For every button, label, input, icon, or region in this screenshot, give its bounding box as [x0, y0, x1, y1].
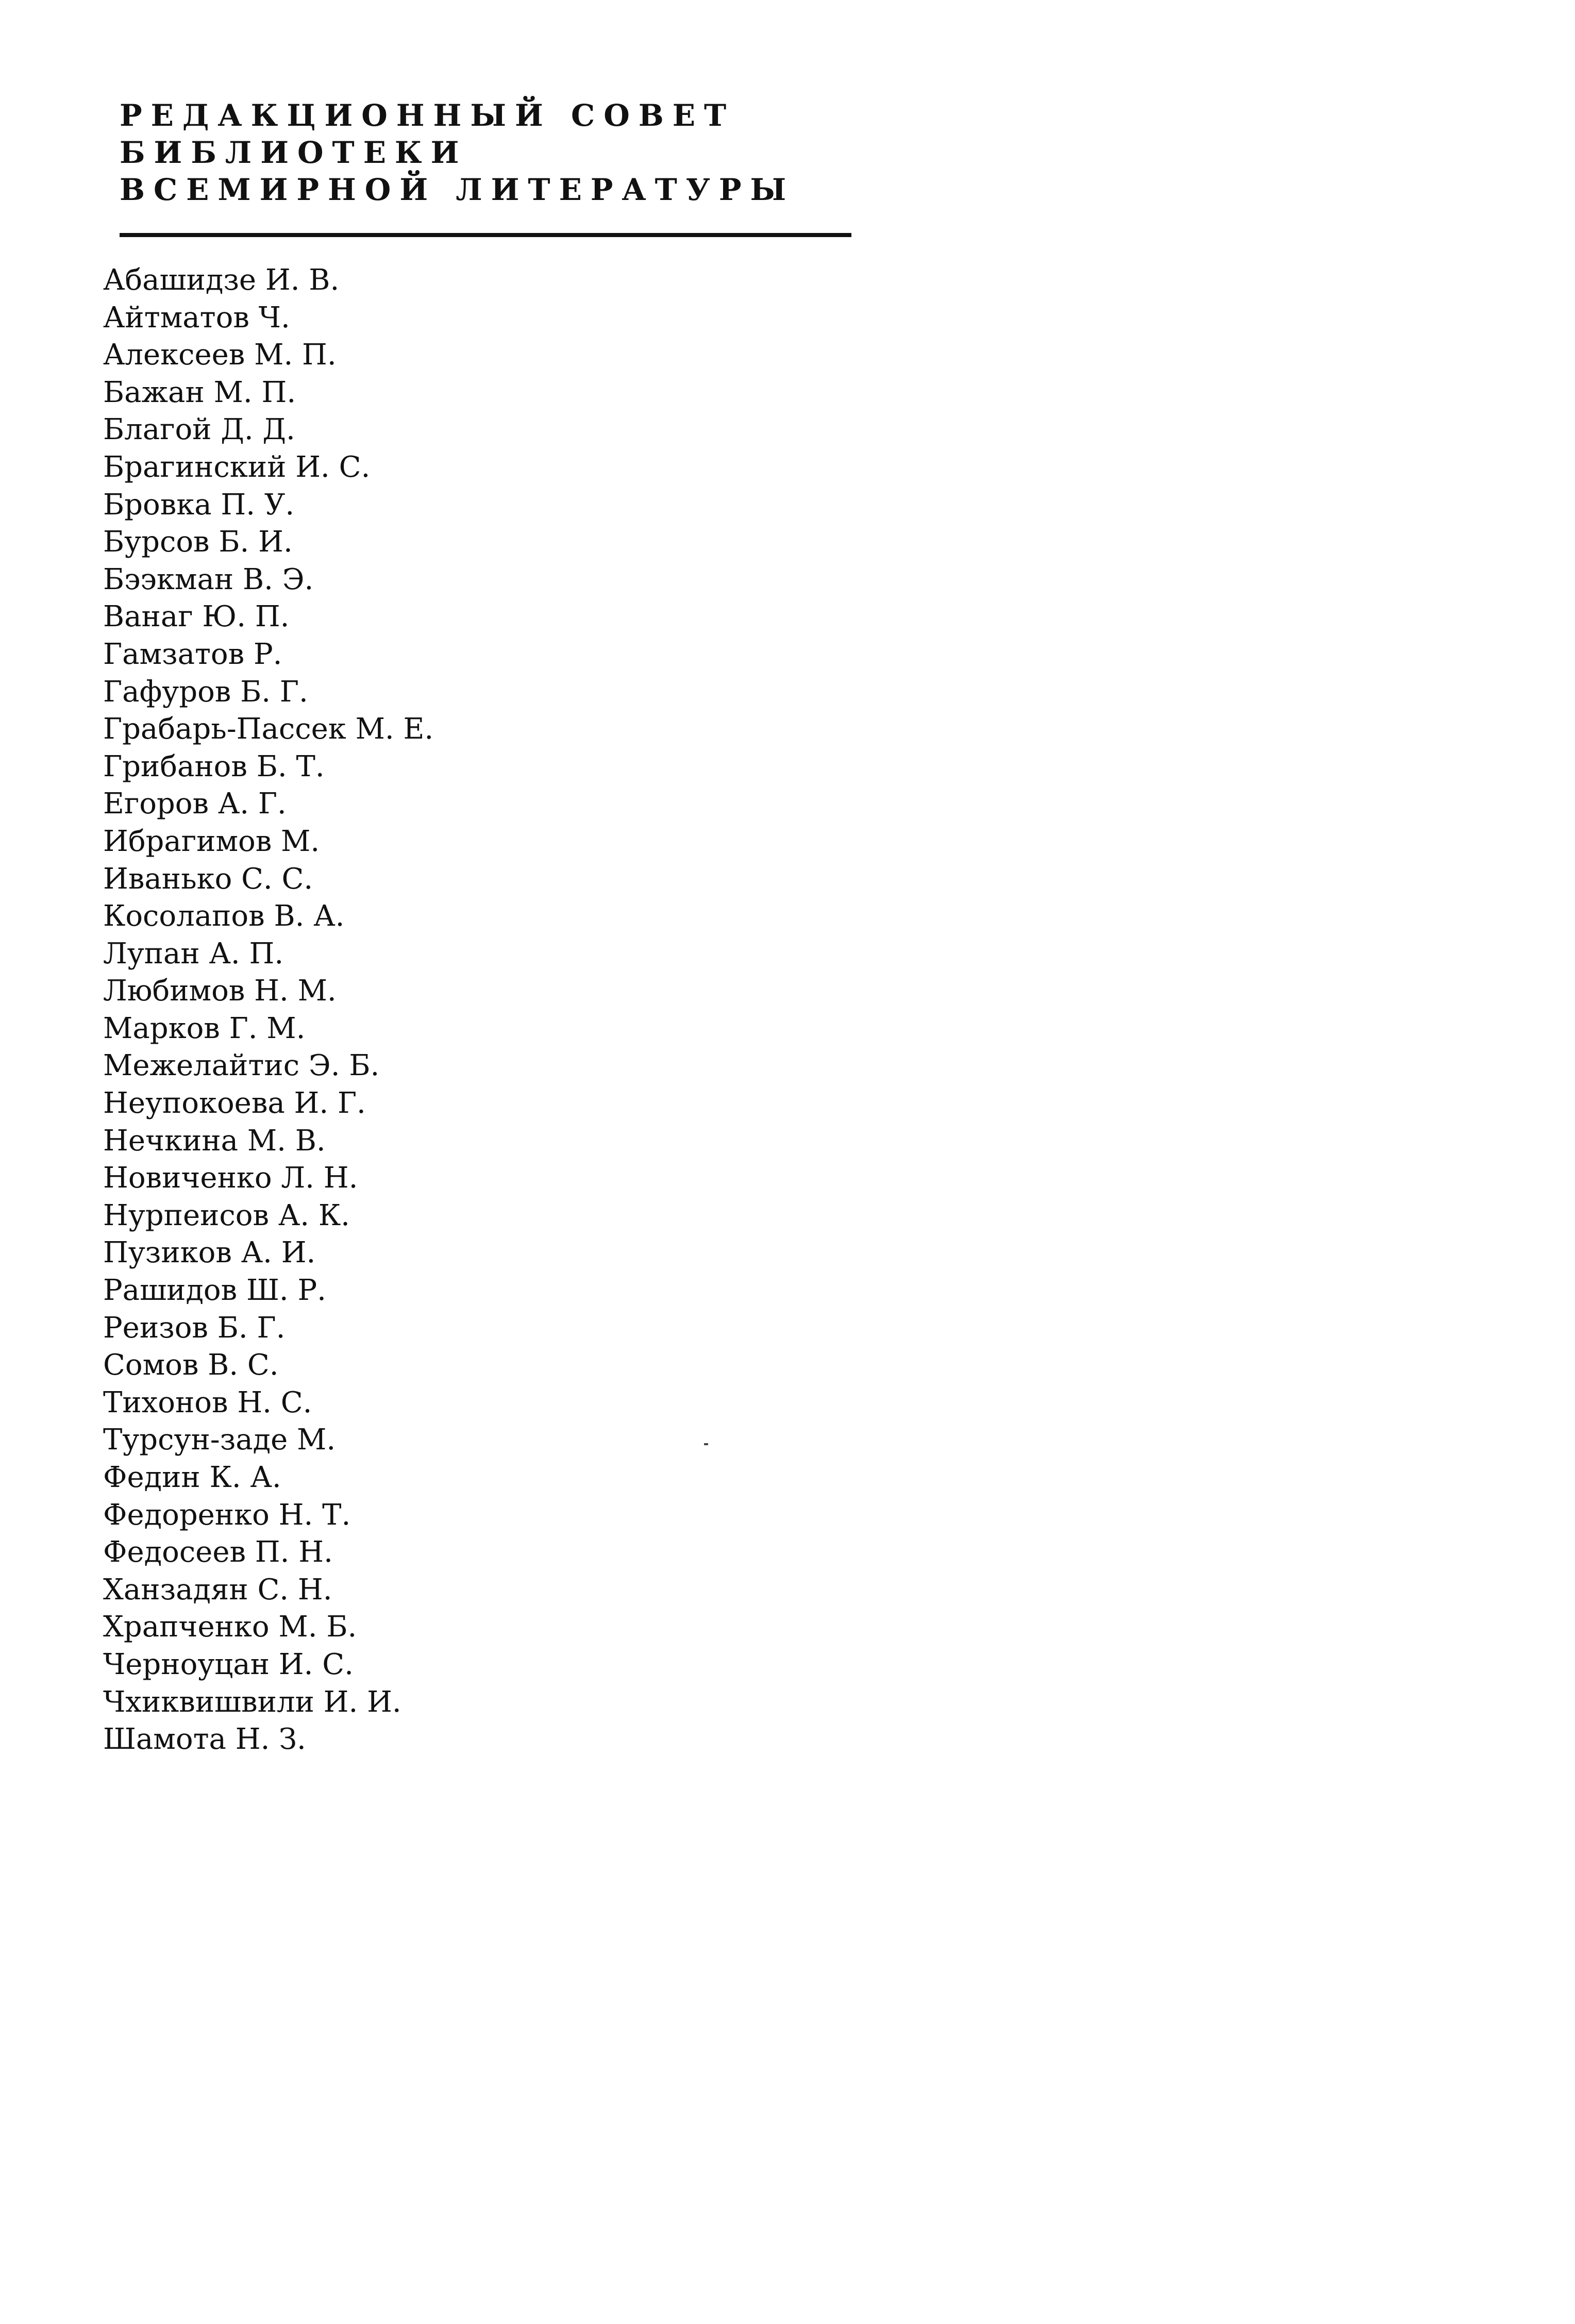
member-name: Ванаг Ю. П. [103, 600, 290, 634]
member-name: Грибанов Б. Т. [103, 749, 325, 783]
member-name: Тихонов Н. С. [103, 1385, 312, 1419]
member-name: Ибрагимов М. [103, 824, 320, 858]
member-name: Неупокоева И. Г. [103, 1086, 366, 1121]
member-name: Бровка П. У. [103, 488, 295, 522]
member-name: Бээкман В. Э. [103, 562, 314, 596]
member-name: Абашидзе И. В. [103, 263, 340, 297]
member-name: Марков Г. М. [103, 1011, 306, 1045]
heading-divider [120, 233, 851, 237]
member-name: Нечкина М. В. [103, 1124, 326, 1158]
member-name: Лупан А. П. [103, 937, 284, 971]
member-name: Любимов Н. М. [103, 974, 337, 1008]
member-name: Реизов Б. Г. [103, 1311, 286, 1345]
member-name: Брагинский И. С. [103, 450, 371, 484]
heading-line-3: ВСЕМИРНОЙ ЛИТЕРАТУРЫ [120, 172, 795, 207]
member-name: Сомов В. С. [103, 1348, 279, 1382]
member-name: Храпченко М. Б. [103, 1610, 357, 1644]
member-name: Ханзадян С. Н. [103, 1573, 332, 1607]
member-name: Косолапов В. А. [103, 899, 345, 933]
member-name: Айтматов Ч. [103, 300, 290, 335]
member-name: Рашидов Ш. Р. [103, 1274, 326, 1308]
member-name: Гамзатов Р. [103, 637, 282, 671]
member-name: Турсун-заде М. [103, 1423, 336, 1457]
heading-line-2: БИБЛИОТЕКИ [120, 135, 468, 170]
member-name: Гафуров Б. Г. [103, 675, 308, 709]
member-name: Грабарь-Пассек М. Е. [103, 712, 434, 746]
member-name: Алексеев М. П. [103, 338, 337, 372]
member-name: Иванько С. С. [103, 862, 313, 896]
member-name: Пузиков А. И. [103, 1236, 316, 1270]
member-name: Федосеев П. Н. [103, 1535, 333, 1569]
member-name: Федин К. А. [103, 1461, 281, 1494]
member-name: Новиченко Л. Н. [103, 1161, 358, 1195]
heading-line-1: РЕДАКЦИОННЫЙ СОВЕТ [120, 98, 735, 133]
member-name: Чхиквишвили И. И. [103, 1685, 401, 1719]
editorial-board-heading [120, 97, 795, 208]
members-list [103, 262, 433, 1759]
member-name: Бурсов Б. И. [103, 525, 293, 559]
member-name: Егоров А. Г. [103, 787, 287, 821]
member-name: Федоренко Н. Т. [103, 1498, 351, 1532]
member-name: Межелайтис Э. Б. [103, 1049, 380, 1083]
member-name: Благой Д. Д. [103, 413, 295, 447]
print-speck [704, 1443, 708, 1445]
member-name: Черноуцан И. С. [103, 1647, 354, 1681]
member-name: Нурпеисов А. К. [103, 1198, 350, 1232]
member-name: Бажан М. П. [103, 375, 296, 409]
member-name: Шамота Н. З. [103, 1723, 306, 1757]
